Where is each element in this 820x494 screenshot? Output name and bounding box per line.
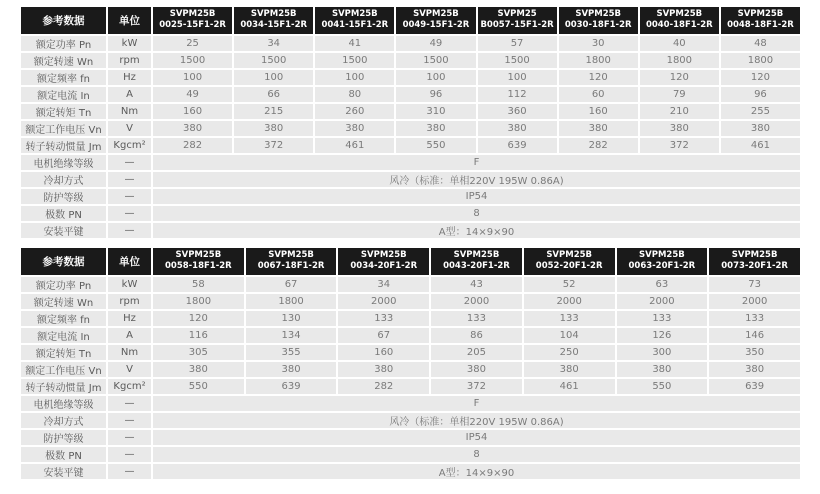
model-series: SVPM25B [413, 9, 459, 19]
table-row [21, 189, 800, 204]
model-header-cell-5 [559, 7, 638, 34]
value-cell: 380 [431, 362, 522, 377]
row-unit-cell: Nm [108, 345, 151, 360]
row-unit-cell: Hz [108, 70, 151, 85]
table-row [21, 328, 800, 343]
model-header-cell-0 [153, 248, 244, 275]
row-unit-cell: rpm [108, 53, 151, 68]
table-row [21, 413, 800, 428]
row-label-cell: 额定频率 fn [21, 311, 106, 326]
table-row [21, 206, 800, 221]
value-cell: 210 [640, 104, 719, 119]
value-cell: 461 [315, 138, 394, 153]
row-label-cell: 额定功率 Pn [21, 36, 106, 51]
row-label-cell: 额定频率 fn [21, 70, 106, 85]
value-cell: 380 [559, 121, 638, 136]
unit-header-cell: 单位 [108, 248, 151, 275]
model-series: SVPM25B [453, 250, 500, 260]
value-cell: 100 [315, 70, 394, 85]
span-value-cell: A型：14×9×90 [153, 464, 800, 479]
row-unit-cell: — [108, 430, 151, 445]
value-cell: 160 [559, 104, 638, 119]
span-value-cell: F [153, 155, 800, 170]
table-row [21, 104, 800, 119]
value-cell: 66 [234, 87, 313, 102]
value-cell: 96 [396, 87, 475, 102]
model-series: SVPM25B [175, 250, 222, 260]
row-unit-cell: A [108, 87, 151, 102]
value-cell: 372 [234, 138, 313, 153]
value-cell: 372 [431, 379, 522, 394]
table-row [21, 172, 800, 187]
value-cell: 160 [338, 345, 429, 360]
value-cell: 104 [524, 328, 615, 343]
model-code: 0063-20F1-2R [628, 261, 696, 272]
model-code: 0048-18F1-2R [727, 20, 794, 31]
span-value-cell: IP54 [153, 430, 800, 445]
value-cell: 67 [246, 277, 337, 292]
value-cell: 1800 [721, 53, 800, 68]
value-cell: 133 [709, 311, 800, 326]
row-unit-cell: kW [108, 36, 151, 51]
model-code: 0058-18F1-2R [164, 261, 232, 272]
unit-header-cell: 单位 [108, 7, 151, 34]
value-cell: 282 [153, 138, 232, 153]
table-row [21, 121, 800, 136]
row-label-cell: 额定功率 Pn [21, 277, 106, 292]
value-cell: 380 [153, 121, 232, 136]
row-label-cell: 安装平键 [21, 223, 106, 238]
value-cell: 86 [431, 328, 522, 343]
row-unit-cell: — [108, 223, 151, 238]
value-cell: 133 [338, 311, 429, 326]
model-header-cell-2 [315, 7, 394, 34]
row-label-cell: 额定电流 In [21, 328, 106, 343]
value-cell: 639 [246, 379, 337, 394]
model-header-cell-1 [246, 248, 337, 275]
row-unit-cell: A [108, 328, 151, 343]
table-row [21, 345, 800, 360]
value-cell: 116 [153, 328, 244, 343]
value-cell: 100 [478, 70, 557, 85]
row-label-cell: 防护等级 [21, 189, 106, 204]
model-code: 0030-18F1-2R [564, 20, 632, 31]
value-cell: 310 [396, 104, 475, 119]
value-cell: 255 [721, 104, 800, 119]
value-cell: 300 [617, 345, 708, 360]
value-cell: 380 [721, 121, 800, 136]
value-cell: 1500 [396, 53, 475, 68]
model-header-cell-0 [153, 7, 232, 34]
row-label-cell: 额定转矩 Tn [21, 345, 106, 360]
row-label-cell: 转子转动惯量 Jm [21, 138, 106, 153]
spec-table-15f-18f-series [19, 5, 802, 240]
model-header-cell-1 [234, 7, 313, 34]
row-unit-cell: — [108, 189, 151, 204]
value-cell: 260 [315, 104, 394, 119]
value-cell: 282 [338, 379, 429, 394]
row-unit-cell: V [108, 121, 151, 136]
model-header-cell-6 [709, 248, 800, 275]
value-cell: 461 [524, 379, 615, 394]
value-cell: 40 [640, 36, 719, 51]
table-row [21, 294, 800, 309]
span-value-cell: 风冷（标准：单相220V 195W 0.86A) [153, 413, 800, 428]
row-label-cell: 转子转动惯量 Jm [21, 379, 106, 394]
span-value-cell: F [153, 396, 800, 411]
row-unit-cell: Kgcm² [108, 138, 151, 153]
model-header-cell-3 [431, 248, 522, 275]
model-code: B0057-15F1-2R [480, 20, 554, 31]
value-cell: 2000 [338, 294, 429, 309]
value-cell: 60 [559, 87, 638, 102]
row-label-cell: 冷却方式 [21, 172, 106, 187]
header-row [21, 7, 800, 34]
model-series: SVPM25B [731, 250, 778, 260]
value-cell: 67 [338, 328, 429, 343]
value-cell: 100 [396, 70, 475, 85]
model-header-cell-7 [721, 7, 800, 34]
value-cell: 130 [246, 311, 337, 326]
row-unit-cell: Nm [108, 104, 151, 119]
model-code: 0043-20F1-2R [443, 261, 510, 272]
row-unit-cell: V [108, 362, 151, 377]
row-unit-cell: — [108, 206, 151, 221]
value-cell: 2000 [709, 294, 800, 309]
row-unit-cell: — [108, 155, 151, 170]
value-cell: 120 [721, 70, 800, 85]
model-code: 0025-15F1-2R [159, 20, 226, 31]
row-label-cell: 电机绝缘等级 [21, 396, 106, 411]
value-cell: 73 [709, 277, 800, 292]
value-cell: 1500 [234, 53, 313, 68]
table-row [21, 430, 800, 445]
value-cell: 49 [153, 87, 232, 102]
value-cell: 380 [524, 362, 615, 377]
value-cell: 146 [709, 328, 800, 343]
row-unit-cell: — [108, 396, 151, 411]
value-cell: 126 [617, 328, 708, 343]
value-cell: 57 [478, 36, 557, 51]
model-code: 0034-20F1-2R [350, 261, 418, 272]
row-unit-cell: — [108, 413, 151, 428]
value-cell: 550 [396, 138, 475, 153]
row-unit-cell: — [108, 172, 151, 187]
value-cell: 48 [721, 36, 800, 51]
value-cell: 34 [338, 277, 429, 292]
value-cell: 120 [640, 70, 719, 85]
value-cell: 134 [246, 328, 337, 343]
value-cell: 639 [709, 379, 800, 394]
value-cell: 100 [153, 70, 232, 85]
value-cell: 250 [524, 345, 615, 360]
value-cell: 639 [478, 138, 557, 153]
row-unit-cell: Hz [108, 311, 151, 326]
value-cell: 380 [640, 121, 719, 136]
model-header-cell-5 [617, 248, 708, 275]
value-cell: 380 [234, 121, 313, 136]
table-row [21, 447, 800, 462]
row-label-cell: 额定转矩 Tn [21, 104, 106, 119]
value-cell: 25 [153, 36, 232, 51]
table-row [21, 87, 800, 102]
row-unit-cell: Kgcm² [108, 379, 151, 394]
model-header-cell-3 [396, 7, 475, 34]
value-cell: 380 [153, 362, 244, 377]
model-code: 0073-20F1-2R [721, 261, 788, 272]
value-cell: 80 [315, 87, 394, 102]
value-cell: 133 [524, 311, 615, 326]
value-cell: 112 [478, 87, 557, 102]
model-code: 0034-15F1-2R [240, 20, 308, 31]
value-cell: 372 [640, 138, 719, 153]
value-cell: 63 [617, 277, 708, 292]
row-label-cell: 极数 PN [21, 447, 106, 462]
row-label-cell: 额定工作电压 Vn [21, 362, 106, 377]
table-row [21, 379, 800, 394]
value-cell: 2000 [524, 294, 615, 309]
model-code: 0049-15F1-2R [402, 20, 470, 31]
value-cell: 550 [153, 379, 244, 394]
value-cell: 282 [559, 138, 638, 153]
model-series: SVPM25B [737, 9, 784, 19]
value-cell: 49 [396, 36, 475, 51]
row-label-cell: 安装平键 [21, 464, 106, 479]
value-cell: 380 [338, 362, 429, 377]
corner-header-cell: 参考数据 [21, 7, 106, 34]
row-label-cell: 额定工作电压 Vn [21, 121, 106, 136]
model-code: 0041-15F1-2R [321, 20, 389, 31]
table-row [21, 396, 800, 411]
table-row [21, 223, 800, 238]
row-label-cell: 防护等级 [21, 430, 106, 445]
value-cell: 43 [431, 277, 522, 292]
span-value-cell: 风冷（标准：单相220V 195W 0.86A) [153, 172, 800, 187]
row-unit-cell: rpm [108, 294, 151, 309]
model-series: SVPM25B [169, 9, 216, 19]
value-cell: 380 [478, 121, 557, 136]
value-cell: 34 [234, 36, 313, 51]
value-cell: 120 [559, 70, 638, 85]
model-series: SVPM25B [250, 9, 297, 19]
table-row [21, 311, 800, 326]
value-cell: 160 [153, 104, 232, 119]
table-row [21, 53, 800, 68]
value-cell: 205 [431, 345, 522, 360]
value-cell: 350 [709, 345, 800, 360]
value-cell: 1800 [153, 294, 244, 309]
header-row [21, 248, 800, 275]
span-value-cell: 8 [153, 206, 800, 221]
value-cell: 2000 [431, 294, 522, 309]
model-series: SVPM25B [546, 250, 593, 260]
value-cell: 1500 [478, 53, 557, 68]
value-cell: 52 [524, 277, 615, 292]
model-series: SVPM25B [360, 250, 407, 260]
value-cell: 133 [431, 311, 522, 326]
span-value-cell: IP54 [153, 189, 800, 204]
value-cell: 96 [721, 87, 800, 102]
model-series: SVPM25B [639, 250, 685, 260]
model-series: SVPM25B [575, 9, 622, 19]
value-cell: 360 [478, 104, 557, 119]
value-cell: 380 [246, 362, 337, 377]
value-cell: 550 [617, 379, 708, 394]
value-cell: 1800 [246, 294, 337, 309]
corner-header-cell: 参考数据 [21, 248, 106, 275]
row-label-cell: 额定转速 Wn [21, 53, 106, 68]
value-cell: 1500 [315, 53, 394, 68]
value-cell: 100 [234, 70, 313, 85]
table-row [21, 155, 800, 170]
row-label-cell: 电机绝缘等级 [21, 155, 106, 170]
value-cell: 380 [709, 362, 800, 377]
table-row [21, 277, 800, 292]
table-row [21, 464, 800, 479]
value-cell: 1800 [640, 53, 719, 68]
row-unit-cell: kW [108, 277, 151, 292]
value-cell: 380 [617, 362, 708, 377]
row-unit-cell: — [108, 464, 151, 479]
value-cell: 2000 [617, 294, 708, 309]
model-series: SVPM25 [497, 9, 537, 19]
table-row [21, 362, 800, 377]
model-header-cell-4 [478, 7, 557, 34]
row-unit-cell: — [108, 447, 151, 462]
value-cell: 305 [153, 345, 244, 360]
model-header-cell-6 [640, 7, 719, 34]
value-cell: 133 [617, 311, 708, 326]
model-code: 0067-18F1-2R [257, 261, 325, 272]
value-cell: 355 [246, 345, 337, 360]
value-cell: 215 [234, 104, 313, 119]
model-series: SVPM25B [268, 250, 314, 260]
span-value-cell: 8 [153, 447, 800, 462]
model-code: 0040-18F1-2R [645, 20, 713, 31]
row-label-cell: 冷却方式 [21, 413, 106, 428]
model-code: 0052-20F1-2R [535, 261, 603, 272]
value-cell: 461 [721, 138, 800, 153]
model-series: SVPM25B [331, 9, 378, 19]
table-row [21, 70, 800, 85]
row-label-cell: 额定转速 Wn [21, 294, 106, 309]
model-header-cell-2 [338, 248, 429, 275]
row-label-cell: 极数 PN [21, 206, 106, 221]
value-cell: 380 [396, 121, 475, 136]
model-header-cell-4 [524, 248, 615, 275]
value-cell: 30 [559, 36, 638, 51]
value-cell: 1800 [559, 53, 638, 68]
value-cell: 1500 [153, 53, 232, 68]
value-cell: 58 [153, 277, 244, 292]
spec-table-18f-20f-series [19, 246, 802, 481]
value-cell: 79 [640, 87, 719, 102]
model-series: SVPM25B [656, 9, 703, 19]
table-row [21, 138, 800, 153]
row-label-cell: 额定电流 In [21, 87, 106, 102]
table-row [21, 36, 800, 51]
value-cell: 380 [315, 121, 394, 136]
value-cell: 120 [153, 311, 244, 326]
value-cell: 41 [315, 36, 394, 51]
span-value-cell: A型：14×9×90 [153, 223, 800, 238]
